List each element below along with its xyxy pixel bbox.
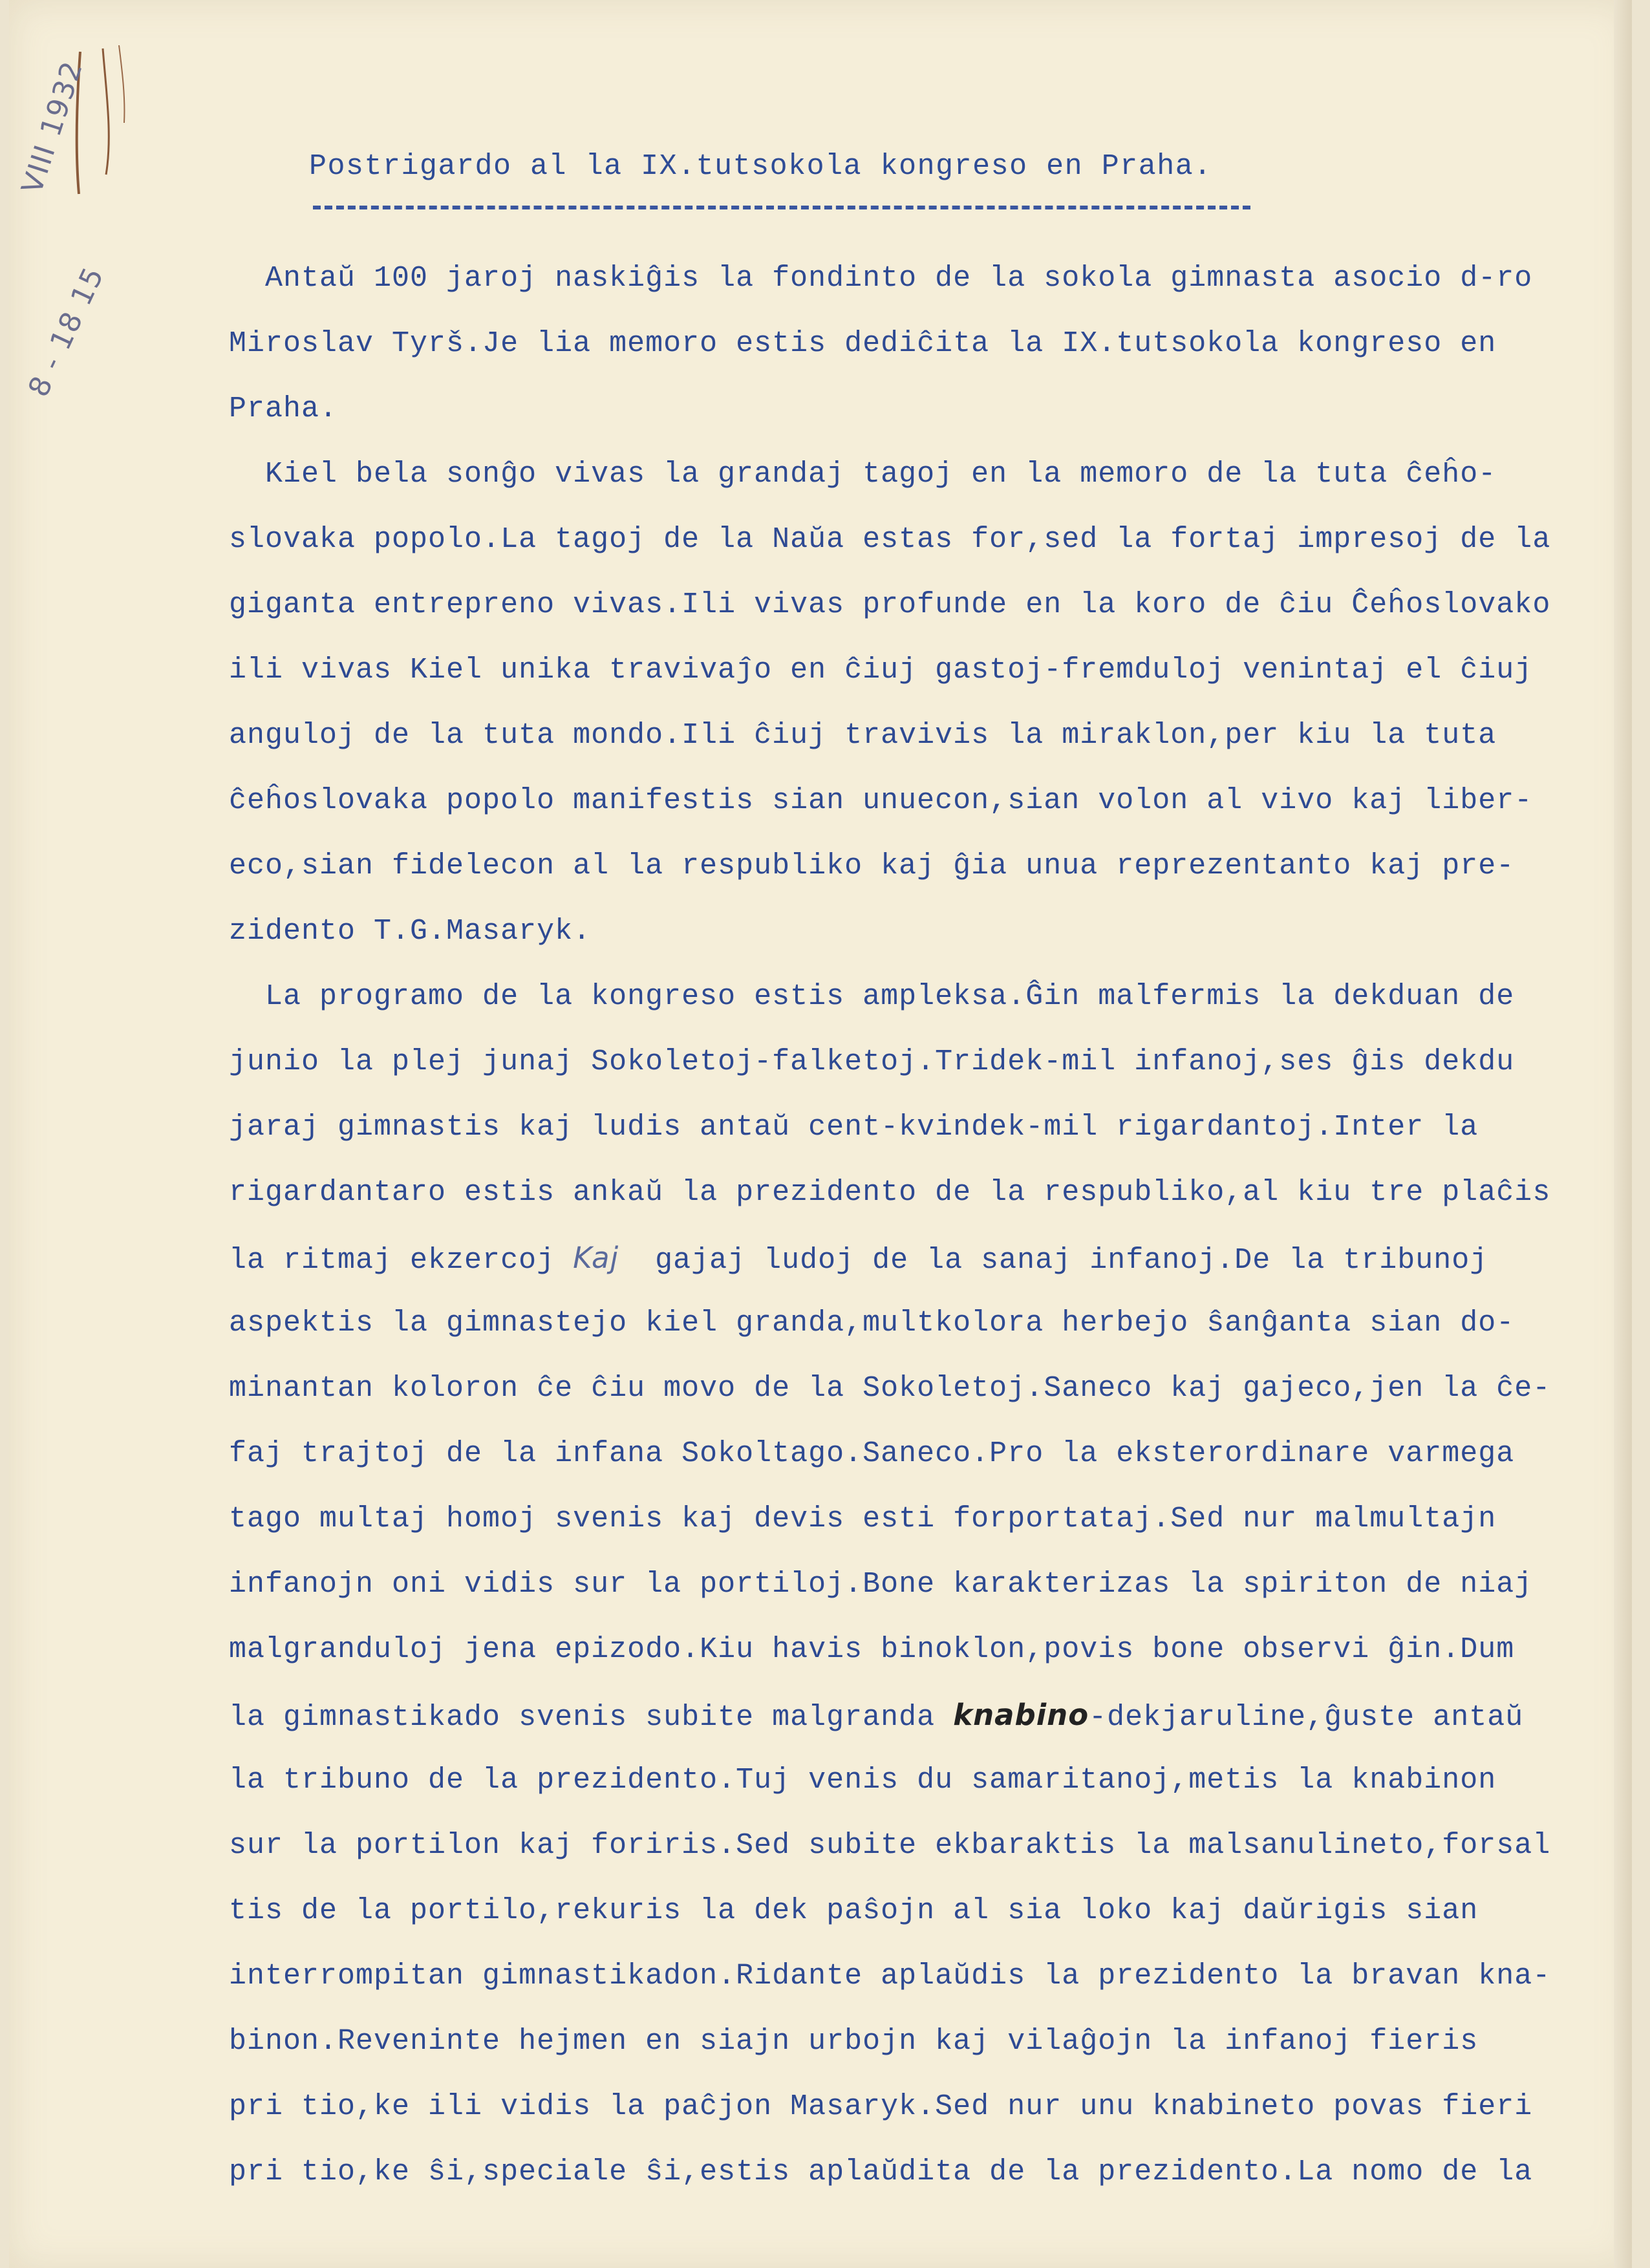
- text-line: [229, 2139, 1645, 2205]
- text-line: [229, 1160, 1645, 1225]
- text-line: [229, 964, 1645, 1029]
- typed-text: sur la portilon kaj foriris.Sed subite ekbaraktis la malsanulineto,forsal: [229, 1829, 1551, 1862]
- text-line: [229, 1878, 1645, 1943]
- text-line: [229, 1095, 1645, 1160]
- typed-text: binon.Reveninte hejmen en siajn urbojn kaj vilaĝojn la infanoj fieris: [229, 2025, 1479, 2058]
- text-line: [229, 311, 1645, 376]
- handwritten-insertion: Kaj: [573, 1241, 619, 1275]
- text-line: [229, 703, 1645, 768]
- text-line: [229, 1029, 1645, 1095]
- document-page: [9, 0, 1632, 2268]
- text-line: [229, 768, 1645, 833]
- text-line: [229, 1421, 1645, 1486]
- typed-text: Kiel bela sonĝo vivas la grandaj tagoj en la memoro de la tuta ĉeĥo-: [229, 458, 1497, 491]
- text-line: [229, 1225, 1645, 1290]
- text-line: [229, 442, 1645, 507]
- text-line: [229, 1290, 1645, 1356]
- typed-text: aspektis la gimnastejo kiel granda,multkolora herbejo ŝanĝanta sian do-: [229, 1307, 1515, 1340]
- typed-text: la gimnastikado svenis subite malgranda: [229, 1701, 954, 1734]
- typed-text: infanojn oni vidis sur la portiloj.Bone karakterizas la spiriton de niaj: [229, 1568, 1533, 1601]
- text-line: [229, 1682, 1645, 1748]
- typed-text: tago multaj homoj svenis kaj devis esti forportataj.Sed nur malmultajn: [229, 1503, 1497, 1535]
- typed-text: anguloj de la tuta mondo.Ili ĉiuj travivis la miraklon,per kiu la tuta: [229, 719, 1497, 752]
- typed-text: Antaŭ 100 jaroj naskiĝis la fondinto de la sokola gimnasta asocio d-ro: [229, 262, 1533, 295]
- typed-text: jaraj gimnastis kaj ludis antaŭ cent-kvindek-mil rigardantoj.Inter la: [229, 1111, 1479, 1144]
- typed-text: pri tio,ke ŝi,speciale ŝi,estis aplaŭdita de la prezidento.La nomo de la: [229, 2156, 1533, 2188]
- handwritten-insertion: knabino: [953, 1698, 1089, 1732]
- typed-text: la ritmaj ekzercoj: [229, 1244, 573, 1277]
- typed-text: rigardantaro estis ankaŭ la prezidento de la respubliko,al kiu tre plaĉis: [229, 1176, 1551, 1209]
- text-line: [229, 1943, 1645, 2009]
- typed-text: eco,sian fidelecon al la respubliko kaj ĝia unua reprezentanto kaj pre-: [229, 850, 1515, 883]
- text-line: [229, 833, 1645, 899]
- typed-text: ili vivas Kiel unika travivaĵo en ĉiuj gastoj-fremduloj venintaj el ĉiuj: [229, 654, 1533, 687]
- typed-text: tis de la portilo,rekuris la dek paŝojn al sia loko kaj daŭrigis sian: [229, 1894, 1479, 1927]
- typed-text: gajaj ludoj de la sanaj infanoj.De la tribunoj: [619, 1244, 1488, 1277]
- document-title: Postrigardo al la IX.tutsokola kongreso en Praha.: [309, 150, 1212, 183]
- typed-text: malgranduloj jena epizodo.Kiu havis binoklon,povis bone observi ĝin.Dum: [229, 1633, 1515, 1666]
- typed-text: ĉeĥoslovaka popolo manifestis sian unuecon,sian volon al vivo kaj liber-: [229, 784, 1533, 817]
- margin-note-number: 8 - 18 15: [22, 261, 111, 402]
- typed-text: giganta entrepreno vivas.Ili vivas profunde en la koro de ĉiu Ĉeĥoslovako: [229, 588, 1551, 621]
- typed-text: minantan koloron ĉe ĉiu movo de la Sokoletoj.Saneco kaj gajeco,jen la ĉe-: [229, 1372, 1551, 1405]
- typed-text: slovaka popolo.La tagoj de la Naŭa estas for,sed la fortaj impresoj de la: [229, 523, 1551, 556]
- text-line: [229, 637, 1645, 703]
- typed-text: pri tio,ke ili vidis la paĉjon Masaryk.Sed nur unu knabineto povas fieri: [229, 2090, 1533, 2123]
- text-line: [229, 1356, 1645, 1421]
- typed-text: -dekjaruline,ĝuste antaŭ: [1089, 1701, 1524, 1734]
- text-line: [229, 246, 1645, 311]
- typed-text: la tribuno de la prezidento.Tuj venis du samaritanoj,metis la knabinon: [229, 1764, 1497, 1797]
- typed-text: zidento T.G.Masaryk.: [229, 915, 592, 948]
- text-line: [229, 2074, 1645, 2139]
- text-line: [229, 2009, 1645, 2074]
- typed-text: Miroslav Tyrš.Je lia memoro estis dediĉita la IX.tutsokola kongreso en: [229, 327, 1497, 360]
- text-line: [229, 1617, 1645, 1682]
- margin-note-date: VIII 1932: [16, 56, 90, 198]
- text-line: [229, 507, 1645, 572]
- typed-text: faj trajtoj de la infana Sokoltago.Saneco.Pro la eksterordinare varmega: [229, 1437, 1515, 1470]
- typed-text: junio la plej junaj Sokoletoj-falketoj.Tridek-mil infanoj,ses ĝis dekdu: [229, 1045, 1515, 1078]
- typed-text: La programo de la kongreso estis ampleksa.Ĝin malfermis la dekduan de: [229, 980, 1515, 1013]
- text-line: [229, 1486, 1645, 1552]
- title-underline: [313, 206, 1250, 209]
- text-line: [229, 376, 1645, 442]
- typed-text: Praha.: [229, 392, 338, 425]
- typed-text-body: [229, 246, 1645, 2205]
- text-line: [229, 1552, 1645, 1617]
- text-line: [229, 899, 1645, 964]
- text-line: [229, 1748, 1645, 1813]
- text-line: [229, 572, 1645, 637]
- text-line: [229, 1813, 1645, 1878]
- typed-text: interrompitan gimnastikadon.Ridante aplaŭdis la prezidento la bravan kna-: [229, 1960, 1551, 1993]
